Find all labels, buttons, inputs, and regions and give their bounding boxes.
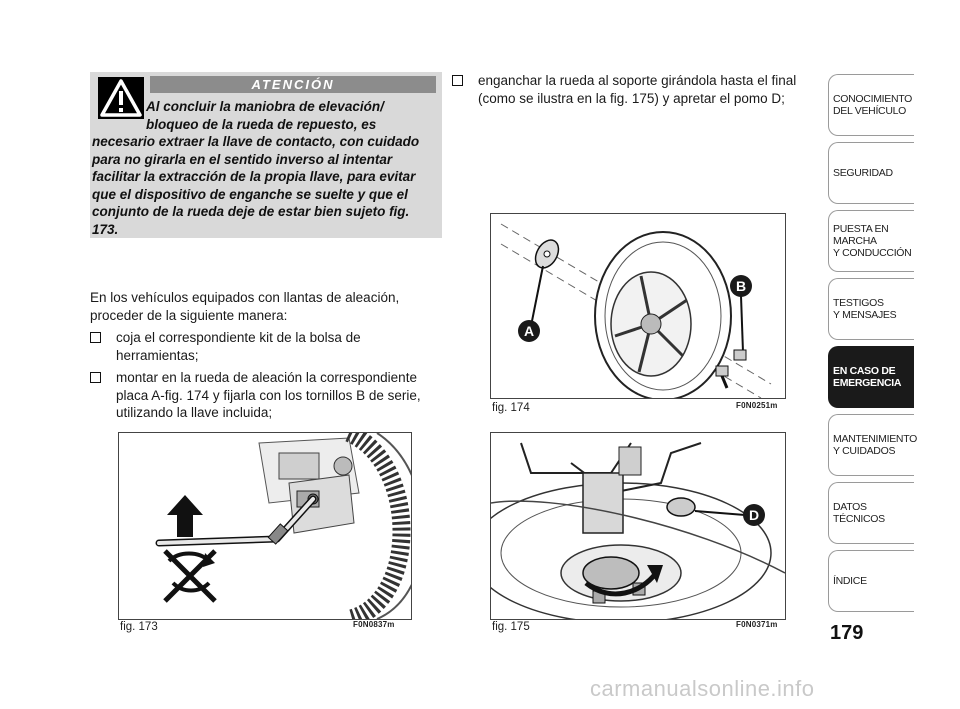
list-item: enganchar la rueda al soporte girándola hasta el final (como se ilustra en la fig. 175) y apretar el pomo D;: [452, 72, 804, 107]
right-step-list: [452, 72, 804, 107]
checkbox-bullet-icon: [90, 332, 101, 343]
tab-indice[interactable]: ÍNDICE: [828, 550, 914, 612]
warning-rest: necesario extraer la llave de contacto, con cuidado para no girarla en el sentido inverso al intentar facilitar la extracción de la propia llave, para evitar que el dispositivo de enganche se suelte y que el conjunto de la rueda deje de estar bien sujeto fig. 173.: [92, 134, 420, 237]
figure-173-image: [118, 432, 412, 620]
list-item: montar en la rueda de aleación la correspondiente placa A-fig. 174 y fijarla con los tornillos B de serie, utilizando la llave incluida;: [90, 369, 442, 422]
figure-174-image: [490, 213, 786, 399]
warning-line-1: Al concluir la maniobra de elevación/: [146, 99, 384, 114]
callout-d: D: [743, 504, 765, 526]
list-item: coja el correspondiente kit de la bolsa de herramientas;: [90, 329, 442, 364]
page-number: 179: [830, 622, 864, 644]
intro-paragraph: En los vehículos equipados con llantas de aleación, proceder de la siguiente manera:: [90, 290, 400, 323]
figure-174-caption: fig. 174: [492, 402, 530, 414]
figure-173-caption: fig. 173: [120, 621, 158, 633]
callout-b: B: [730, 275, 752, 297]
tab-datos-tecnicos[interactable]: DATOS TÉCNICOS: [828, 482, 914, 544]
tab-mantenimiento-y-cuidados[interactable]: MANTENIMIENTO Y CUIDADOS: [828, 414, 914, 476]
tab-testigos-y-mensajes[interactable]: TESTIGOS Y MENSAJES: [828, 278, 914, 340]
warning-text: [92, 98, 436, 238]
figure-173-code: F0N0837m: [353, 620, 395, 629]
figure-175-code: F0N0371m: [736, 620, 778, 629]
tab-puesta-en-marcha[interactable]: PUESTA EN MARCHA Y CONDUCCIÓN: [828, 210, 914, 272]
warning-heading: ATENCIÓN: [150, 76, 436, 93]
tab-en-caso-de-emergencia[interactable]: EN CASO DE EMERGENCIA: [828, 346, 914, 408]
figure-175-image: [490, 432, 786, 620]
figure-174-code: F0N0251m: [736, 401, 778, 410]
checkbox-bullet-icon: [452, 75, 463, 86]
figure-175-caption: fig. 175: [492, 621, 530, 633]
warning-line-2: bloqueo de la rueda de repuesto, es: [146, 116, 377, 132]
callout-a: A: [518, 320, 540, 342]
left-step-list: [90, 329, 442, 427]
watermark: carmanualsonline.info: [590, 676, 815, 701]
tab-conocimiento-del-vehiculo[interactable]: CONOCIMIENTO DEL VEHÍCULO: [828, 74, 914, 136]
checkbox-bullet-icon: [90, 372, 101, 383]
tab-seguridad[interactable]: SEGURIDAD: [828, 142, 914, 204]
